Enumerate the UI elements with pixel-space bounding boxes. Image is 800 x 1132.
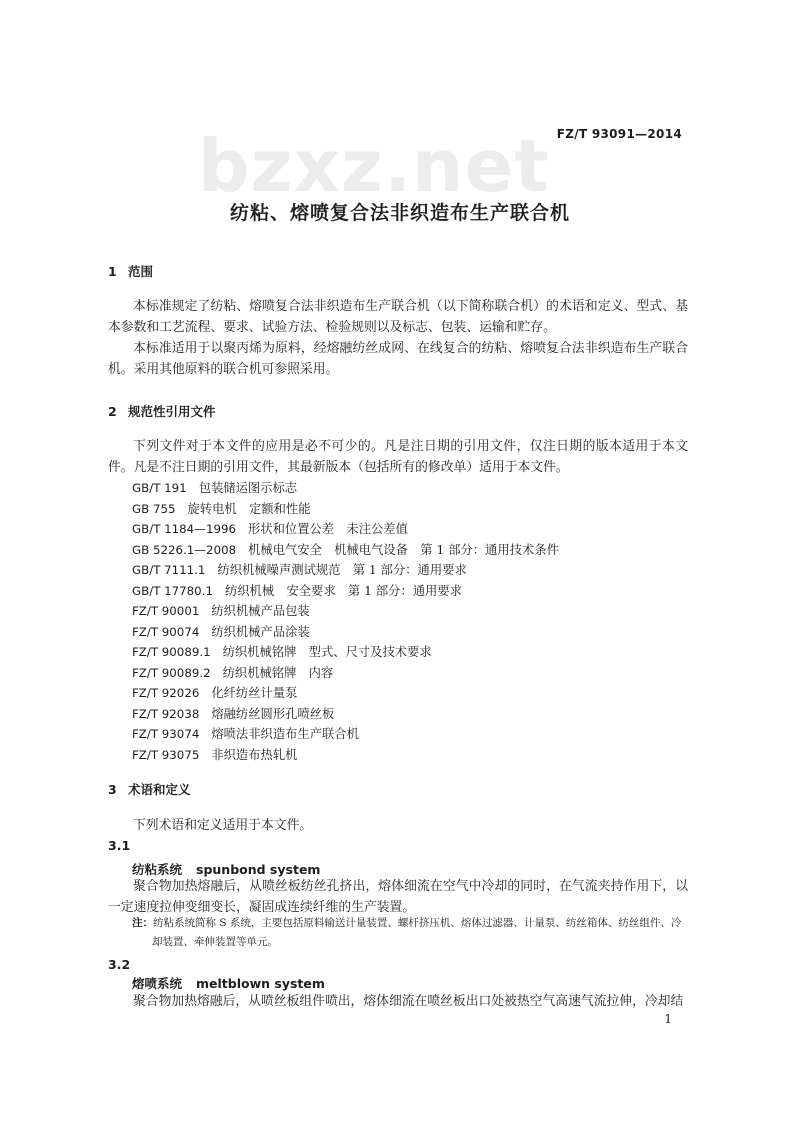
list-item [132,560,559,581]
term-definition: 聚合物加热熔融后，从喷丝板组件喷出，熔体细流在喷丝板出口处被热空气高速气流拉伸，冷却结 [133,994,684,1009]
list-item [132,704,559,725]
term-note [132,914,688,952]
list-item [132,499,559,520]
reference-code: FZ/T 93075 [132,747,200,762]
list-item [132,478,559,499]
section-1-number: 1 [108,264,117,279]
term-en: spunbond system [196,862,321,877]
reference-title: 熔喷法非织造布生产联合机 [211,727,359,741]
reference-code: GB/T 191 [132,481,187,495]
reference-title: 纺织机械产品涂装 [211,624,310,639]
section-3-heading [108,780,191,798]
reference-title: 纺织机械产品包装 [211,604,310,618]
reference-code: GB/T 1184—1996 [132,522,237,536]
term-definition: 聚合物加热熔融后，从喷丝板纺丝孔挤出，熔体细流在空气中冷却的同时，在气流夹持作用下，以一定速度拉伸变细变长，凝固成连续纤维的生产装置。 [108,879,688,915]
section-2-intro: 下列文件对于本文件的应用是必不可少的。凡是注日期的引用文件，仅注日期的版本适用于本文件。凡是不注日期的引用文件，其最新版本（包括所有的修改单）适用于本文件。 [108,439,688,475]
clause-number: 3.1 [108,838,131,853]
clause-number: 3.2 [108,957,131,972]
section-3-intro: 下列术语和定义适用于本文件。 [133,818,313,833]
reference-code: GB/T 17780.1 [132,583,213,598]
reference-title: 包装储运图示标志 [198,481,298,495]
list-item [132,540,559,561]
reference-list [132,478,559,765]
reference-code: FZ/T 92026 [132,686,200,700]
reference-code: FZ/T 90089.2 [132,665,211,680]
list-item [132,683,559,704]
reference-code: GB/T 7111.1 [132,563,206,577]
reference-code: GB 5226.1—2008 [132,542,237,557]
reference-code: FZ/T 93074 [132,727,200,741]
list-item [132,745,559,766]
section-1-title: 范围 [128,264,154,279]
reference-title: 机械电气安全 机械电气设备 第 1 部分：通用技术条件 [248,542,559,557]
note-label: 注： [132,917,153,929]
note-text: 纺粘系统简称 S 系统，主要包括原料输送计量装置、螺杆挤压机、熔体过滤器、计量泵、纺丝箱体、纺丝组件、冷 [153,917,682,929]
reference-title: 化纤纺丝计量泵 [211,686,298,700]
reference-title: 纺织机械铭牌 内容 [222,665,334,680]
reference-code: FZ/T 90074 [132,624,200,639]
reference-code: FZ/T 92038 [132,706,200,721]
section-3-title: 术语和定义 [128,782,191,797]
document-title: 纺粘、熔喷复合法非织造布生产联合机 [229,202,570,224]
watermark: bzxz.net [198,124,550,208]
term-zh: 熔喷系统 [132,976,183,991]
reference-code: FZ/T 90001 [132,604,200,618]
term-heading [132,974,325,992]
reference-code: FZ/T 90089.1 [132,645,211,659]
reference-title: 熔融纺丝圆形孔喷丝板 [211,706,335,721]
standard-number: FZ/T 93091—2014 [556,127,682,141]
section-2-number: 2 [108,404,117,419]
term-zh: 纺粘系统 [132,862,183,877]
reference-title: 纺织机械 安全要求 第 1 部分：通用要求 [224,583,462,598]
list-item [132,519,559,540]
reference-title: 旋转电机 定额和性能 [187,501,311,516]
reference-title: 形状和位置公差 未注公差值 [248,522,408,536]
reference-code: GB 755 [132,501,176,516]
section-2-title: 规范性引用文件 [128,404,216,419]
list-item [132,642,559,663]
list-item [132,581,559,602]
reference-title: 非织造布热轧机 [211,747,298,762]
term-en: meltblown system [196,976,325,991]
section-3-number: 3 [108,782,117,797]
list-item [132,601,559,622]
note-text-continued: 却装置、牵伸装置等单元。 [152,936,278,948]
section-1-heading [108,262,153,280]
reference-title: 纺织机械铭牌 型式、尺寸及技术要求 [222,645,432,659]
list-item [132,663,559,684]
section-2-heading [108,402,216,420]
list-item [132,724,559,745]
section-1-para-2: 本标准适用于以聚丙烯为原料，经熔融纺丝成网、在线复合的纺粘、熔喷复合法非织造布生产联合机。采用其他原料的联合机可参照采用。 [108,341,688,377]
page-number: 1 [664,1012,672,1026]
reference-title: 纺织机械噪声测试规范 第 1 部分：通用要求 [217,563,467,577]
section-1-para-1: 本标准规定了纺粘、熔喷复合法非织造布生产联合机（以下简称联合机）的术语和定义、型式、基本参数和工艺流程、要求、试验方法、检验规则以及标志、包装、运输和贮存。 [108,299,688,335]
list-item [132,622,559,643]
